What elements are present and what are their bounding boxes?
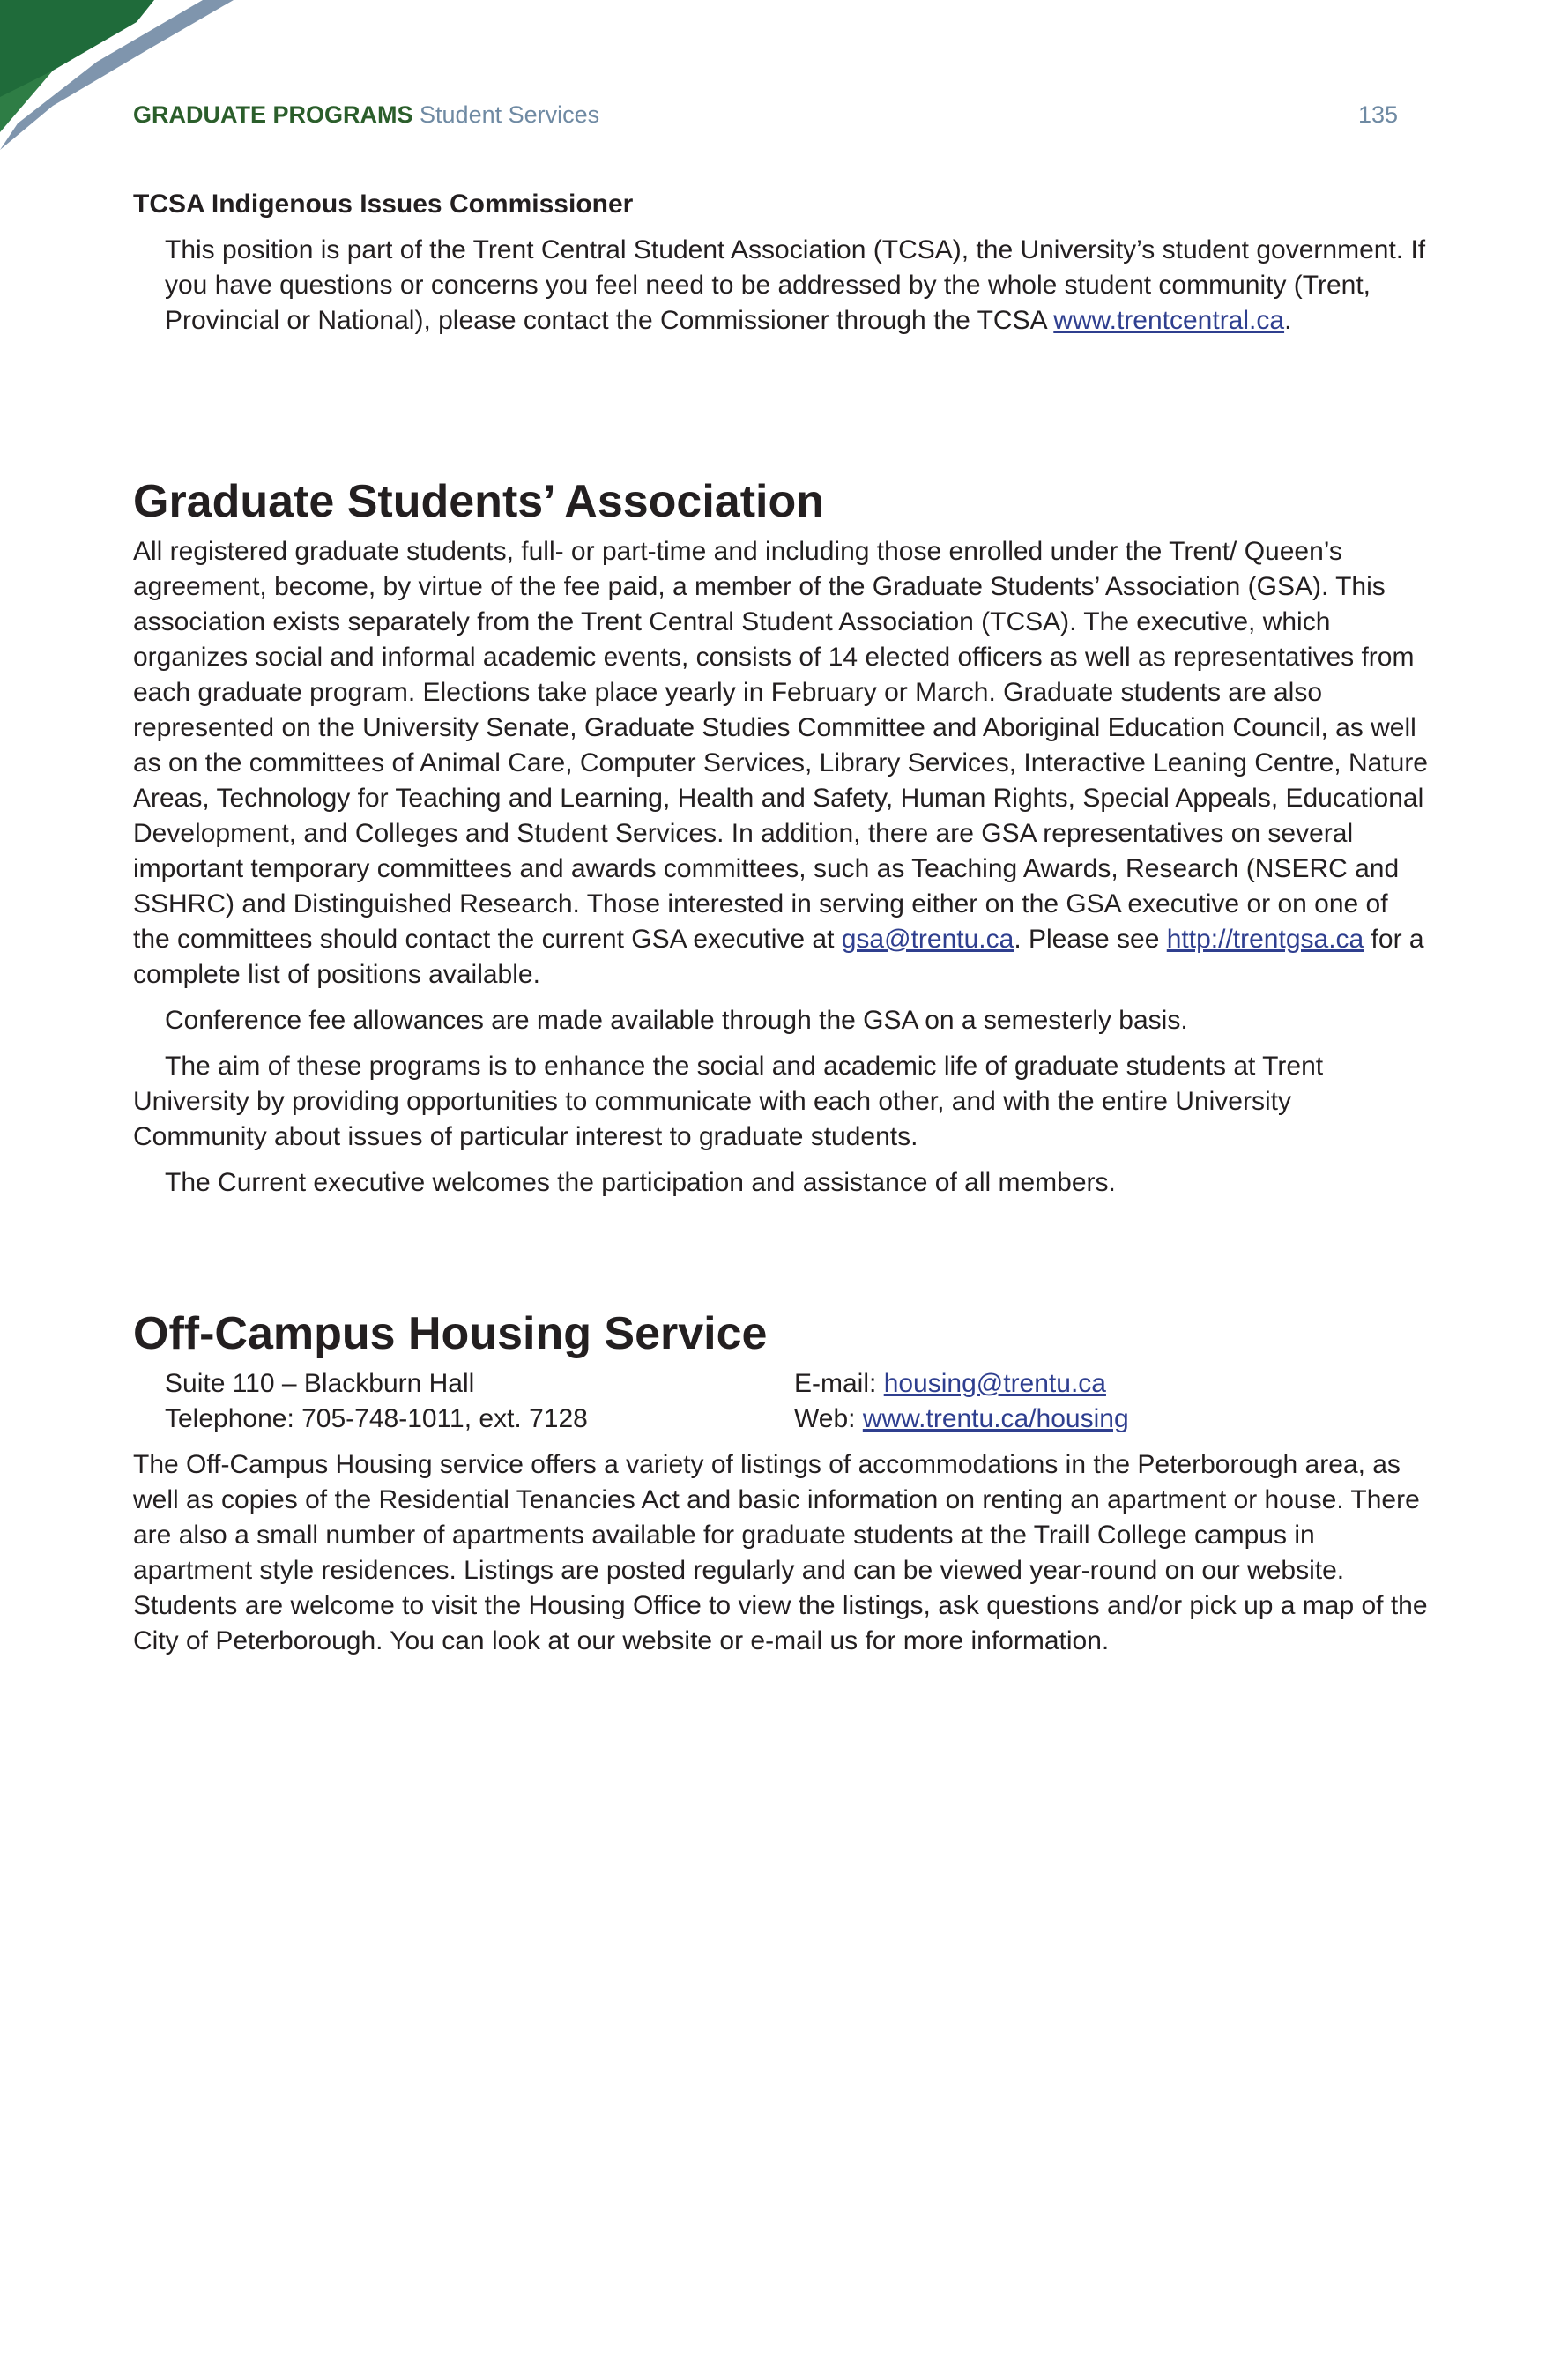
gsa-section bbox=[133, 474, 1429, 1201]
gsa-p1-text-3: for a complete list of positions available. bbox=[133, 925, 1424, 989]
housing-body: The Off-Campus Housing service offers a variety of listings of accommodations in the Peterborough area, as well as copies of the Residential Tenancies Act and basic information on renting an apartment or house. There are also a small number of apartments available for graduate students at the Traill College campus in apartment style residences. Listings are posted regularly and can be viewed year-round on our website. Students are welcome to visit the Housing Office to view the listings, ask questions and/or pick up a map of the City of Peterborough. You can look at our website or e-mail us for more information. bbox=[133, 1450, 1428, 1655]
housing-web-link[interactable]: www.trentu.ca/housing bbox=[862, 1404, 1129, 1433]
trentcentral-link[interactable]: www.trentcentral.ca bbox=[1053, 306, 1285, 335]
gsa-paragraph-4: The Current executive welcomes the participation and assistance of all members. bbox=[165, 1168, 1116, 1197]
email-label: E-mail: bbox=[794, 1369, 884, 1398]
tcsa-title: TCSA Indigenous Issues Commissioner bbox=[133, 190, 634, 219]
gsa-email-link[interactable]: gsa@trentu.ca bbox=[841, 925, 1014, 954]
gsa-p1-text: All registered graduate students, full- or part-time and including those enrolled under the Trent/ Queen’s agreement, become, by virtue of the fee paid, a member of the Graduate Students’ Association (GSA). This association exists separately from the Trent Central Student Association (TCSA). The executive, which organizes social and informal academic events, consists of 14 elected officers as well as representatives from each graduate program. Elections take place yearly in February or March. Graduate students are also represented on the University Senate, Graduate Studies Committee and Aboriginal Education Council, as well as on the committees of Animal Care, Computer Services, Library Services, Interactive Leaning Centre, Nature Areas, Technology for Teaching and Learning, Health and Safety, Human Rights, Special Appeals, Educational Development, and Colleges and Student Services. In addition, there are GSA representatives on several important temporary committees and awards committees, such as Teaching Awards, Research (NSERC and SSHRC) and Distinguished Research. Those interested in serving either on the GSA executive or on one of the committees should contact the current GSA executive at bbox=[133, 537, 1428, 954]
contact-left bbox=[165, 1366, 794, 1437]
corner-decoration bbox=[0, 0, 247, 167]
web-label: Web: bbox=[794, 1404, 863, 1433]
page-number: 135 bbox=[1357, 101, 1398, 128]
contact-right bbox=[794, 1366, 1423, 1437]
tcsa-text: This position is part of the Trent Central Student Association (TCSA), the University’s student government. If you have questions or concerns you feel need to be addressed by the whole student community (Trent, Provincial or National), please contact the Commissioner through the TCSA bbox=[165, 235, 1426, 335]
gsa-paragraph-3: The aim of these programs is to enhance the social and academic life of graduate students at Trent University by providing opportunities to communicate with each other, and with the entire University Community about issues of particular interest to graduate students. bbox=[133, 1052, 1324, 1151]
housing-web-row bbox=[794, 1402, 1423, 1437]
tcsa-period: . bbox=[1284, 306, 1292, 335]
housing-contact bbox=[133, 1366, 1429, 1437]
gsa-p1-text-2: . Please see bbox=[1014, 925, 1167, 954]
housing-heading: Off-Campus Housing Service bbox=[133, 1308, 768, 1359]
tcsa-body bbox=[133, 233, 1429, 338]
header-subsection: Student Services bbox=[420, 101, 600, 128]
housing-email-row bbox=[794, 1366, 1423, 1402]
tcsa-block bbox=[133, 187, 1429, 338]
housing-telephone: Telephone: 705-748-1011, ext. 7128 bbox=[165, 1404, 588, 1433]
housing-section bbox=[133, 1306, 1429, 1659]
housing-email-link[interactable]: housing@trentu.ca bbox=[883, 1369, 1106, 1398]
gsa-heading: Graduate Students’ Association bbox=[133, 476, 825, 527]
header-section: GRADUATE PROGRAMS bbox=[133, 101, 413, 128]
gsa-paragraph-2: Conference fee allowances are made available through the GSA on a semesterly basis. bbox=[165, 1006, 1188, 1035]
trentgsa-link[interactable]: http://trentgsa.ca bbox=[1166, 925, 1364, 954]
housing-address: Suite 110 – Blackburn Hall bbox=[165, 1369, 475, 1398]
gsa-paragraph-1 bbox=[133, 534, 1429, 993]
running-header bbox=[133, 99, 1398, 130]
page-content bbox=[133, 187, 1429, 1670]
